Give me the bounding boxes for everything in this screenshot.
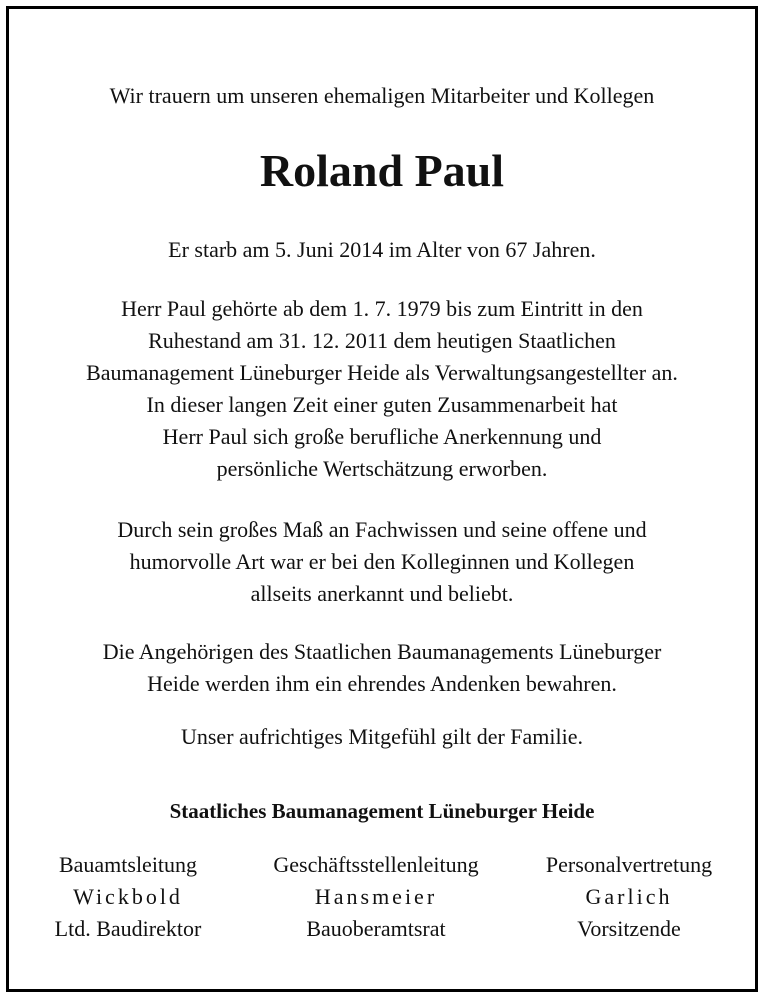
paragraph-line: Baumanagement Lüneburger Heide als Verwaltungsangestellter an. xyxy=(86,360,678,385)
paragraph-line: Die Angehörigen des Staatlichen Baumanagements Lüneburger xyxy=(102,639,662,664)
paragraph-line: Durch sein großes Maß an Fachwissen und seine offene und xyxy=(117,517,647,542)
paragraph-line: Heide werden ihm ein ehrendes Andenken bewahren. xyxy=(147,671,617,696)
signatory-names-row xyxy=(9,881,755,913)
signatory-department: Personalvertretung xyxy=(545,852,713,877)
paragraph-line: In dieser langen Zeit einer guten Zusammenarbeit hat xyxy=(146,392,618,417)
paragraph-line: Herr Paul gehörte ab dem 1. 7. 1979 bis zum Eintritt in den xyxy=(121,296,643,321)
paragraph-line: Herr Paul sich große berufliche Anerkennung und xyxy=(162,424,602,449)
career-paragraph xyxy=(9,293,755,485)
signatory-name: Hansmeier xyxy=(314,884,438,909)
signatory-title: Ltd. Baudirektor xyxy=(54,916,202,941)
obituary-notice xyxy=(6,6,758,992)
signatory-departments-row xyxy=(9,849,755,881)
signatory-name: Wickbold xyxy=(73,884,183,909)
paragraph-line: Unser aufrichtiges Mitgefühl gilt der Familie. xyxy=(180,724,583,749)
signatory-department: Geschäftsstellenleitung xyxy=(273,852,479,877)
signatory-title: Bauoberamtsrat xyxy=(306,916,446,941)
paragraph-line: Ruhestand am 31. 12. 2011 dem heutigen Staatlichen xyxy=(148,328,616,353)
remembrance-paragraph xyxy=(9,636,755,700)
signatory-titles-row xyxy=(9,913,755,945)
paragraph-line: persönliche Wertschätzung erworben. xyxy=(216,456,548,481)
condolence-paragraph xyxy=(9,721,755,753)
paragraph-line: humorvolle Art war er bei den Kolleginnen und Kollegen xyxy=(129,549,635,574)
organization-name: Staatliches Baumanagement Lüneburger Heide xyxy=(169,799,595,823)
death-date-line: Er starb am 5. Juni 2014 im Alter von 67 Jahren. xyxy=(168,237,596,262)
deceased-name: Roland Paul xyxy=(259,145,505,196)
signatory-name: Garlich xyxy=(585,884,673,909)
signatory-department: Bauamtsleitung xyxy=(58,852,198,877)
intro-line: Wir trauern um unseren ehemaligen Mitarbeiter und Kollegen xyxy=(109,83,655,108)
character-paragraph xyxy=(9,514,755,610)
signatory-title: Vorsitzende xyxy=(577,916,681,941)
paragraph-line: allseits anerkannt und beliebt. xyxy=(250,581,514,606)
